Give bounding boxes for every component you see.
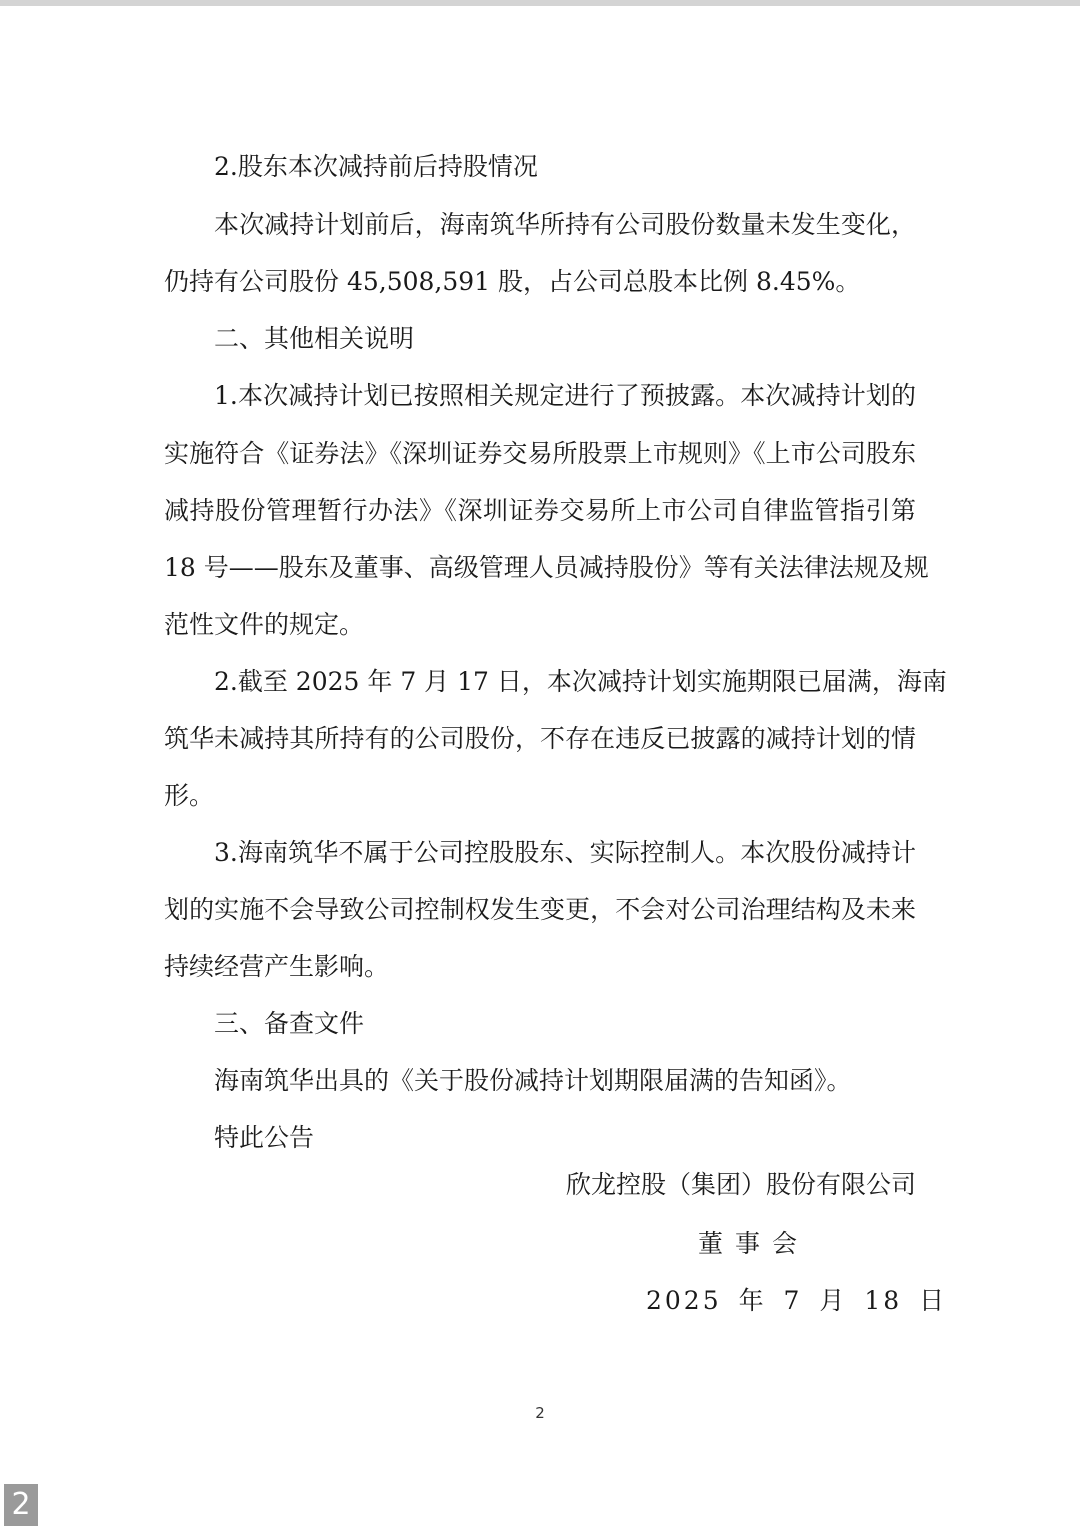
paragraph-line: 减持股份管理暂行办法》《深圳证券交易所上市公司自律监管指引第	[164, 496, 916, 525]
paragraph-line: 本次减持计划前后，海南筑华所持有公司股份数量未发生变化，	[214, 210, 916, 239]
closing-line: 特此公告	[214, 1123, 315, 1152]
signature-company: 欣龙控股（集团）股份有限公司	[565, 1170, 916, 1199]
paragraph-line: 筑华未减持其所持有的公司股份，不存在违反已披露的减持计划的情	[164, 724, 916, 753]
paragraph-line: 形。	[164, 781, 215, 810]
signature-board: 董事会	[698, 1229, 810, 1258]
paragraph-line: 范性文件的规定。	[164, 610, 365, 639]
page-number: 2	[535, 1404, 545, 1422]
paragraph-line: 2.截至 2025 年 7 月 17 日，本次减持计划实施期限已届满，海南	[214, 667, 947, 696]
paragraph-line: 18 号——股东及董事、高级管理人员减持股份》等有关法律法规及规	[164, 553, 929, 582]
subheading-line: 2.股东本次减持前后持股情况	[214, 152, 538, 181]
section-heading: 三、备查文件	[214, 1009, 365, 1038]
paragraph-line: 持续经营产生影响。	[164, 952, 390, 981]
paragraph-line: 仍持有公司股份 45,508,591 股，占公司总股本比例 8.45%。	[164, 267, 861, 296]
paragraph-line: 划的实施不会导致公司控制权发生变更，不会对公司治理结构及未来	[164, 895, 916, 924]
section-heading: 二、其他相关说明	[214, 324, 415, 353]
document-page	[0, 6, 1080, 1534]
paragraph-line: 1.本次减持计划已按照相关规定进行了预披露。本次减持计划的	[214, 381, 916, 410]
paragraph-line: 3.海南筑华不属于公司控股股东、实际控制人。本次股份减持计	[214, 838, 916, 867]
signature-date: 2025 年 7 月 18 日	[646, 1286, 948, 1315]
page-indicator-badge[interactable]: 2	[4, 1484, 38, 1526]
paragraph-line: 实施符合《证券法》《深圳证券交易所股票上市规则》《上市公司股东	[164, 439, 916, 468]
paragraph-line: 海南筑华出具的《关于股份减持计划期限届满的告知函》。	[214, 1066, 852, 1095]
